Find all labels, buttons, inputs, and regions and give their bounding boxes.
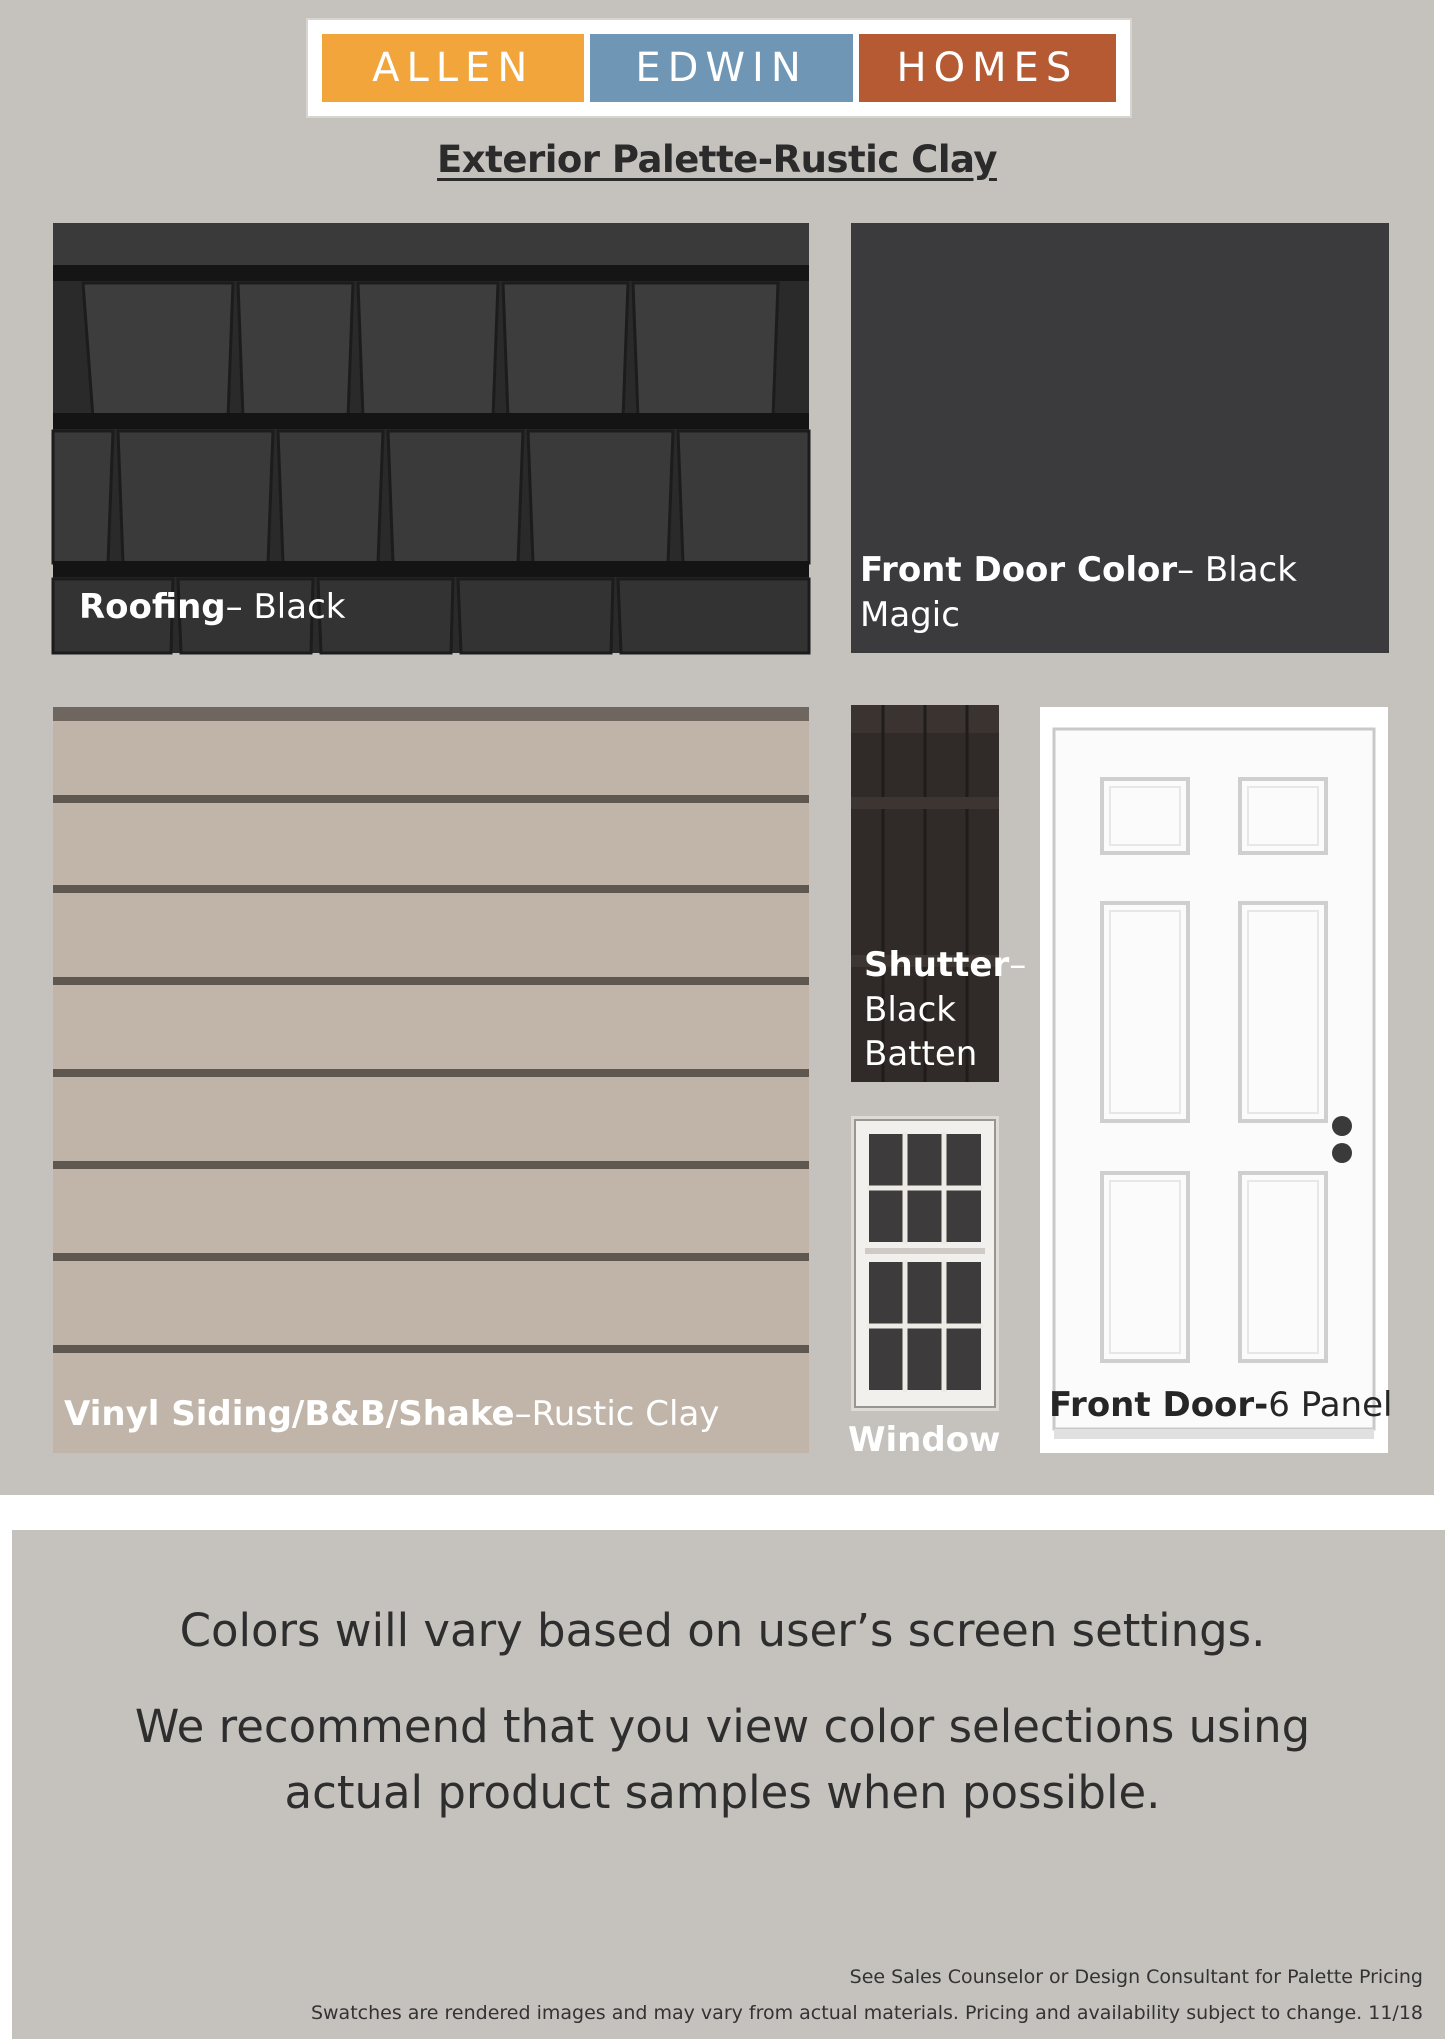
front-door-swatch	[1040, 707, 1393, 1453]
siding-texture	[53, 707, 809, 1453]
shutter-label	[864, 943, 1026, 987]
logo-word-edwin: EDWIN	[590, 34, 852, 102]
page-title: Exterior Palette-Rustic Clay	[437, 138, 997, 181]
vinyl-siding-label-name: Vinyl Siding/B&B/Shake	[64, 1394, 515, 1434]
front-door-color-label-name: Front Door Color	[860, 550, 1178, 590]
front-door-label-name: Front Door-	[1049, 1385, 1269, 1425]
roofing-label	[79, 585, 345, 629]
shutter-label-name: Shutter	[864, 945, 1010, 985]
logo-word-homes: HOMES	[859, 34, 1116, 102]
window-label-name: Window	[848, 1420, 1001, 1460]
swatch-disclaimer: Swatches are rendered images and may vary from actual materials. Pricing and availability subject to change. 11/18	[310, 2002, 1423, 2024]
recommend-note-line1: We recommend that you view color selections using	[134, 1700, 1311, 1753]
roofing-swatch	[53, 223, 809, 653]
six-panel-door-illustration	[1040, 707, 1388, 1453]
vinyl-siding-label-value: –Rustic Clay	[514, 1394, 720, 1434]
roofing-label-name: Roofing	[79, 587, 226, 627]
recommend-note-line2: actual product samples when possible.	[284, 1766, 1161, 1819]
vinyl-siding-swatch	[53, 707, 809, 1453]
front-door-color-swatch	[851, 223, 1389, 653]
pricing-note: See Sales Counselor or Design Consultant for Palette Pricing	[849, 1966, 1423, 1988]
front-door-color-label	[860, 548, 1297, 592]
window-swatch	[851, 1116, 999, 1411]
shutter-label-dash: –	[1009, 945, 1027, 985]
roofing-label-value: – Black	[225, 587, 346, 627]
shutter-value-line2: Batten	[864, 1034, 978, 1074]
shutter-swatch	[851, 705, 1027, 1082]
front-door-label	[1049, 1383, 1392, 1427]
screen-settings-note: Colors will vary based on user’s screen settings.	[179, 1604, 1266, 1657]
front-door-label-value: 6 Panel	[1268, 1385, 1393, 1425]
vinyl-siding-label	[64, 1392, 719, 1436]
logo-word-allen: ALLEN	[322, 34, 584, 102]
window-label	[848, 1418, 1000, 1462]
window-illustration	[851, 1116, 999, 1411]
front-door-color-value-line2: Magic	[860, 595, 960, 635]
front-door-color-value-line1: – Black	[1177, 550, 1297, 590]
allen-edwin-homes-logo	[306, 18, 1132, 118]
shutter-value-line1: Black	[864, 990, 956, 1030]
